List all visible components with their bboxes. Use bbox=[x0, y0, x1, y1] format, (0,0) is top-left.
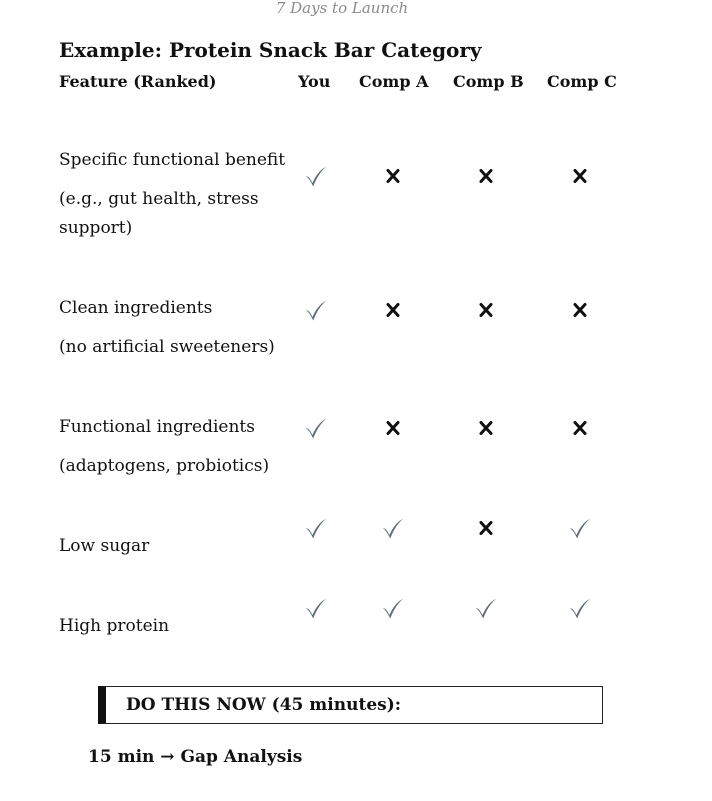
running-header: 7 Days to Launch bbox=[275, 0, 409, 17]
comp-c-mark bbox=[568, 595, 592, 621]
you-mark bbox=[304, 297, 328, 323]
feature-detail: (adaptogens, probiotics) bbox=[59, 456, 270, 476]
section-title: Example: Protein Snack Bar Category bbox=[59, 38, 482, 62]
check-icon bbox=[568, 516, 592, 540]
comp-b-mark bbox=[474, 515, 498, 541]
feature-label: Functional ingredients bbox=[59, 417, 255, 437]
check-icon bbox=[381, 516, 405, 540]
cross-icon bbox=[474, 298, 498, 322]
col-header-comp-a: Comp A bbox=[359, 72, 429, 91]
comp-a-mark bbox=[381, 297, 405, 323]
comp-a-mark bbox=[381, 163, 405, 189]
feature-detail: (no artificial sweeteners) bbox=[59, 337, 275, 357]
comp-c-mark bbox=[568, 163, 592, 189]
you-mark bbox=[304, 163, 328, 189]
check-icon bbox=[304, 416, 328, 440]
check-icon bbox=[474, 596, 498, 620]
check-icon bbox=[304, 298, 328, 322]
cross-icon bbox=[381, 298, 405, 322]
feature-label: Specific functional benefit bbox=[59, 150, 286, 170]
comp-a-mark bbox=[381, 595, 405, 621]
check-icon bbox=[304, 596, 328, 620]
feature-label: Low sugar bbox=[59, 536, 150, 556]
step-heading: 15 min → Gap Analysis bbox=[88, 747, 303, 767]
you-mark bbox=[304, 595, 328, 621]
comp-c-mark bbox=[568, 297, 592, 323]
col-header-comp-b: Comp B bbox=[453, 72, 524, 91]
check-icon bbox=[304, 516, 328, 540]
col-header-feature: Feature (Ranked) bbox=[59, 72, 217, 91]
cross-icon bbox=[568, 298, 592, 322]
feature-detail: (e.g., gut health, stress support) bbox=[59, 189, 259, 238]
cross-icon bbox=[474, 416, 498, 440]
col-header-comp-c: Comp C bbox=[547, 72, 617, 91]
you-mark bbox=[304, 515, 328, 541]
comp-c-mark bbox=[568, 415, 592, 441]
cross-icon bbox=[474, 516, 498, 540]
callout-text: DO THIS NOW (45 minutes): bbox=[126, 695, 402, 715]
comp-a-mark bbox=[381, 415, 405, 441]
cross-icon bbox=[381, 164, 405, 188]
comp-c-mark bbox=[568, 515, 592, 541]
comp-b-mark bbox=[474, 297, 498, 323]
cross-icon bbox=[568, 164, 592, 188]
comp-b-mark bbox=[474, 415, 498, 441]
feature-label: High protein bbox=[59, 616, 170, 636]
cross-icon bbox=[381, 416, 405, 440]
feature-label: Clean ingredients bbox=[59, 298, 213, 318]
check-icon bbox=[381, 596, 405, 620]
check-icon bbox=[568, 596, 592, 620]
comp-a-mark bbox=[381, 515, 405, 541]
callout-box bbox=[98, 686, 603, 724]
you-mark bbox=[304, 415, 328, 441]
cross-icon bbox=[568, 416, 592, 440]
check-icon bbox=[304, 164, 328, 188]
cross-icon bbox=[474, 164, 498, 188]
col-header-you: You bbox=[298, 72, 331, 91]
comp-b-mark bbox=[474, 163, 498, 189]
comp-b-mark bbox=[474, 595, 498, 621]
